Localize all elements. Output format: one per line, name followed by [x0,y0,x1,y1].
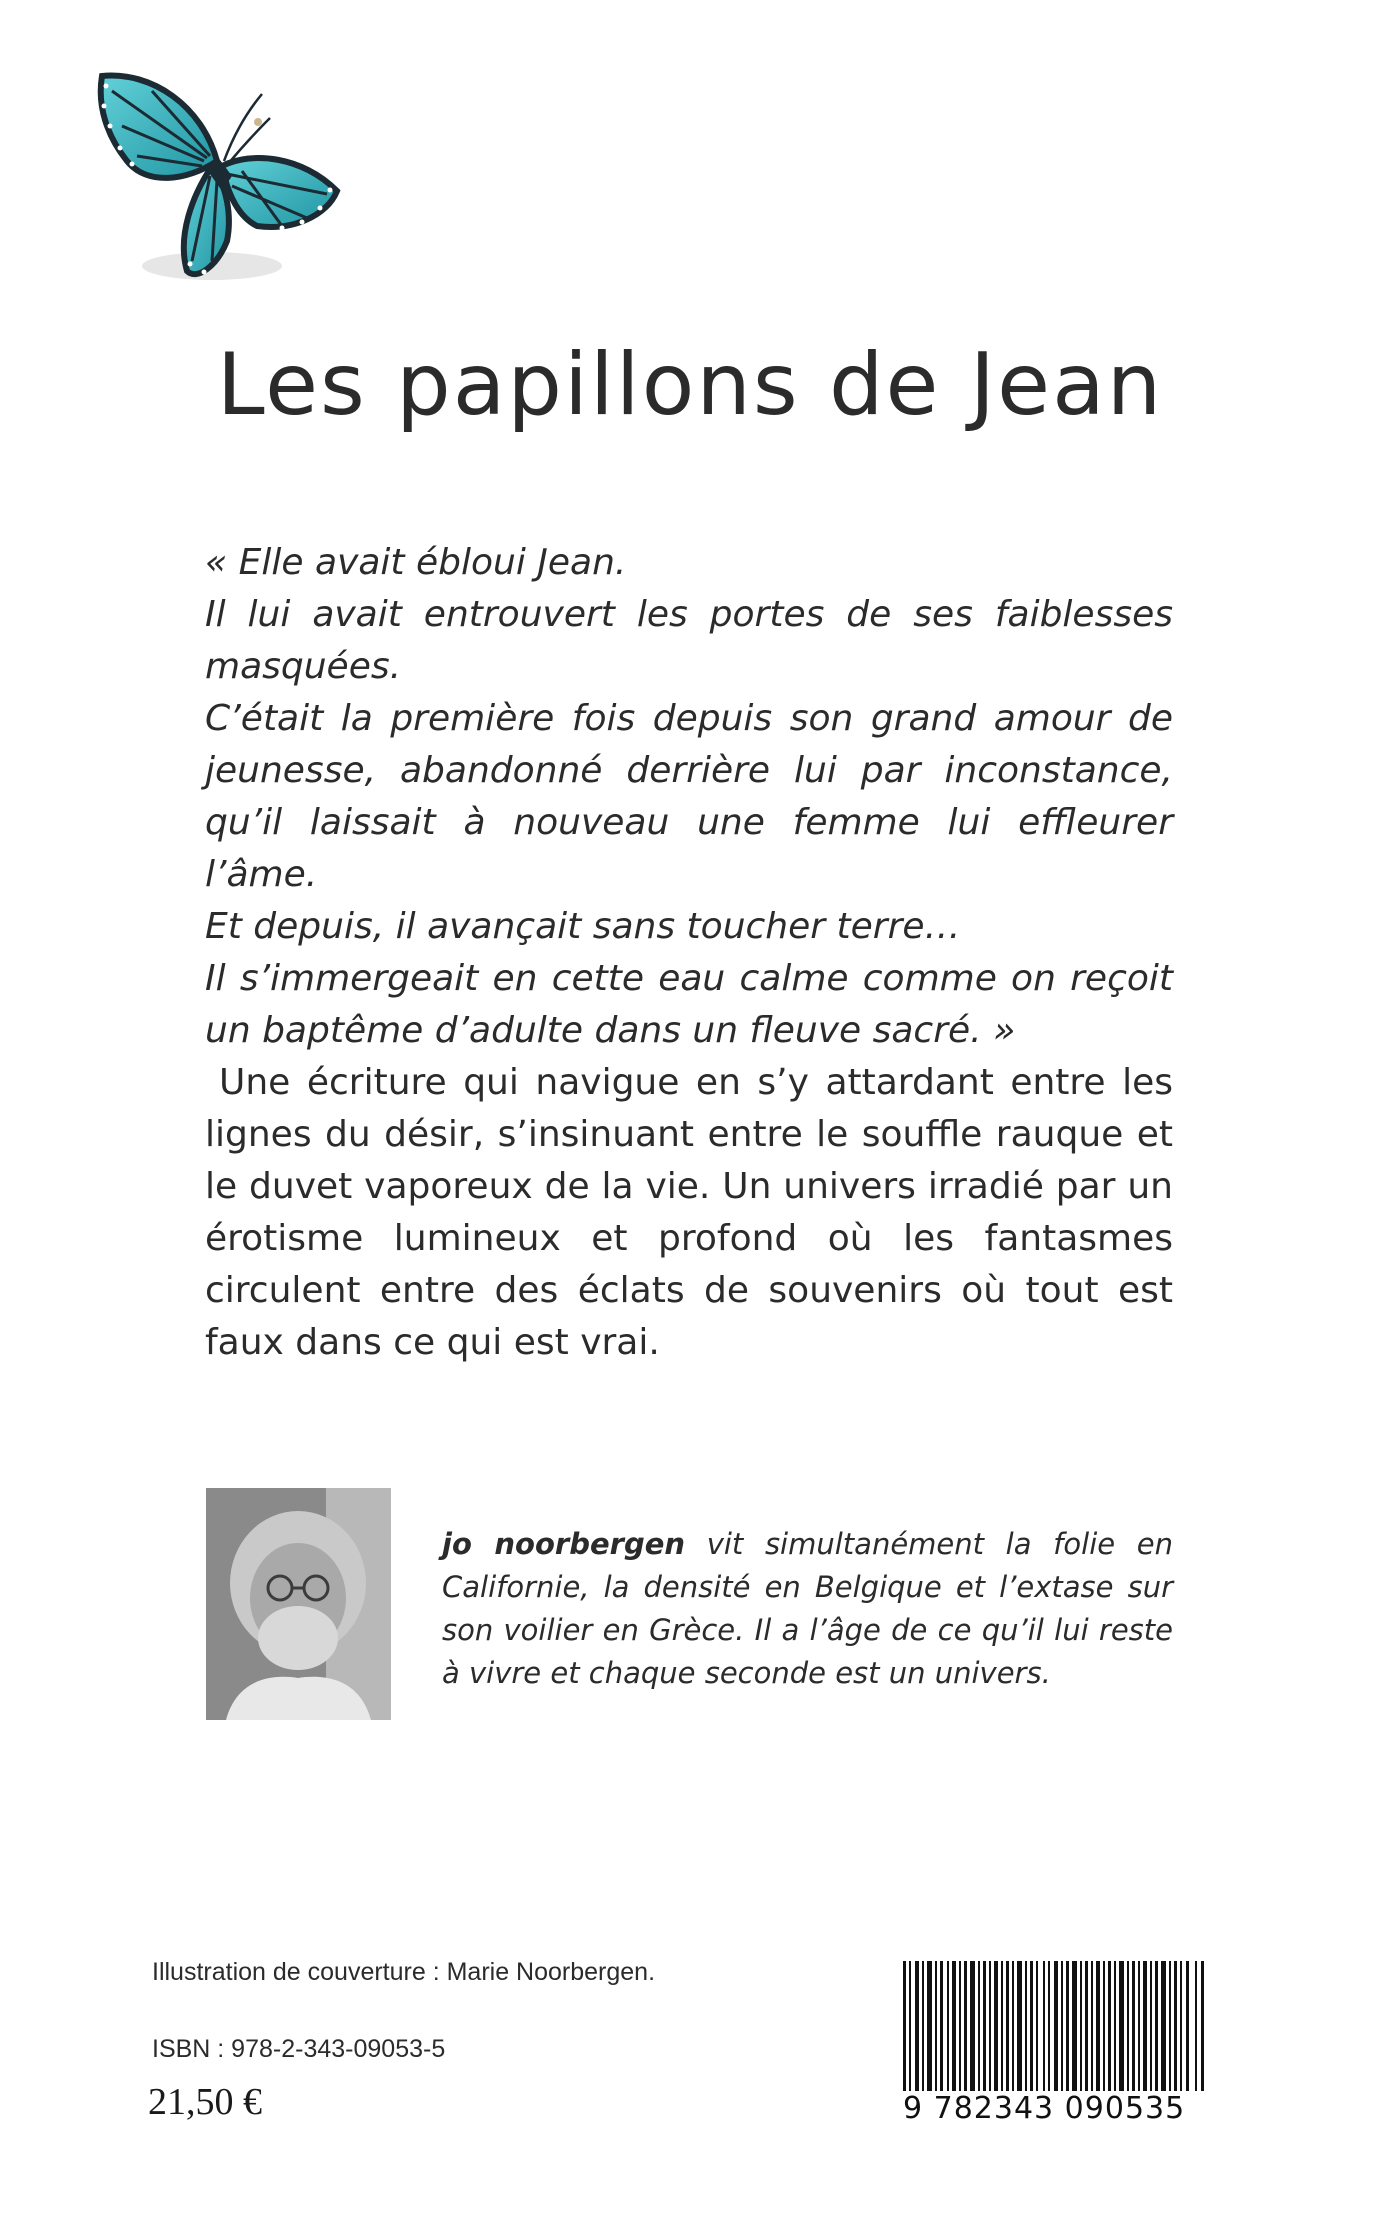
back-cover-blurb [205,537,1173,1369]
author-bio-text: vit simultanément la folie en Californie, la densité en Belgique et l’extase sur son voilier en Grèce. Il a l’âge de ce qu’il lui reste à vivre et chaque seconde est un univers. [442,1527,1173,1690]
illustration-credit: Illustration de couverture : Marie Noorbergen. [152,1958,656,1986]
barcode [903,1961,1211,2161]
isbn: ISBN : 978-2-343-09053-5 [152,2035,446,2063]
quote-line: Il s’immergeait en cette eau calme comme on reçoit un baptême d’adulte dans un fleuve sacré. » [205,958,1173,1051]
book-title: Les papillons de Jean [216,335,1164,435]
summary-paragraph: Une écriture qui navigue en s’y attardant entre les lignes du désir, s’insinuant entre le souffle rauque et le duvet vaporeux de la vie. Un univers irradié par un érotisme lumineux et profond où les fantasmes circulent entre des éclats de souvenirs où tout est faux dans ce qui est vrai. [205,1062,1173,1363]
quote-line: Et depuis, il avançait sans toucher terre… [205,906,961,947]
price: 21,50 € [148,2081,262,2123]
quote-line: Il lui avait entrouvert les portes de ses faiblesses masquées. [205,594,1173,687]
butterfly-icon [92,66,342,306]
author-bio [442,1523,1173,1695]
barcode-digits: 9 782343 090535 [903,2091,1211,2131]
author-name: jo noorbergen [442,1527,686,1561]
quote-line: C’était la première fois depuis son grand amour de jeunesse, abandonné derrière lui par inconstance, qu’il laissait à nouveau une femme lui effleurer l’âme. [205,698,1173,895]
author-photo [206,1488,391,1720]
quote-line: « Elle avait ébloui Jean. [205,542,627,583]
